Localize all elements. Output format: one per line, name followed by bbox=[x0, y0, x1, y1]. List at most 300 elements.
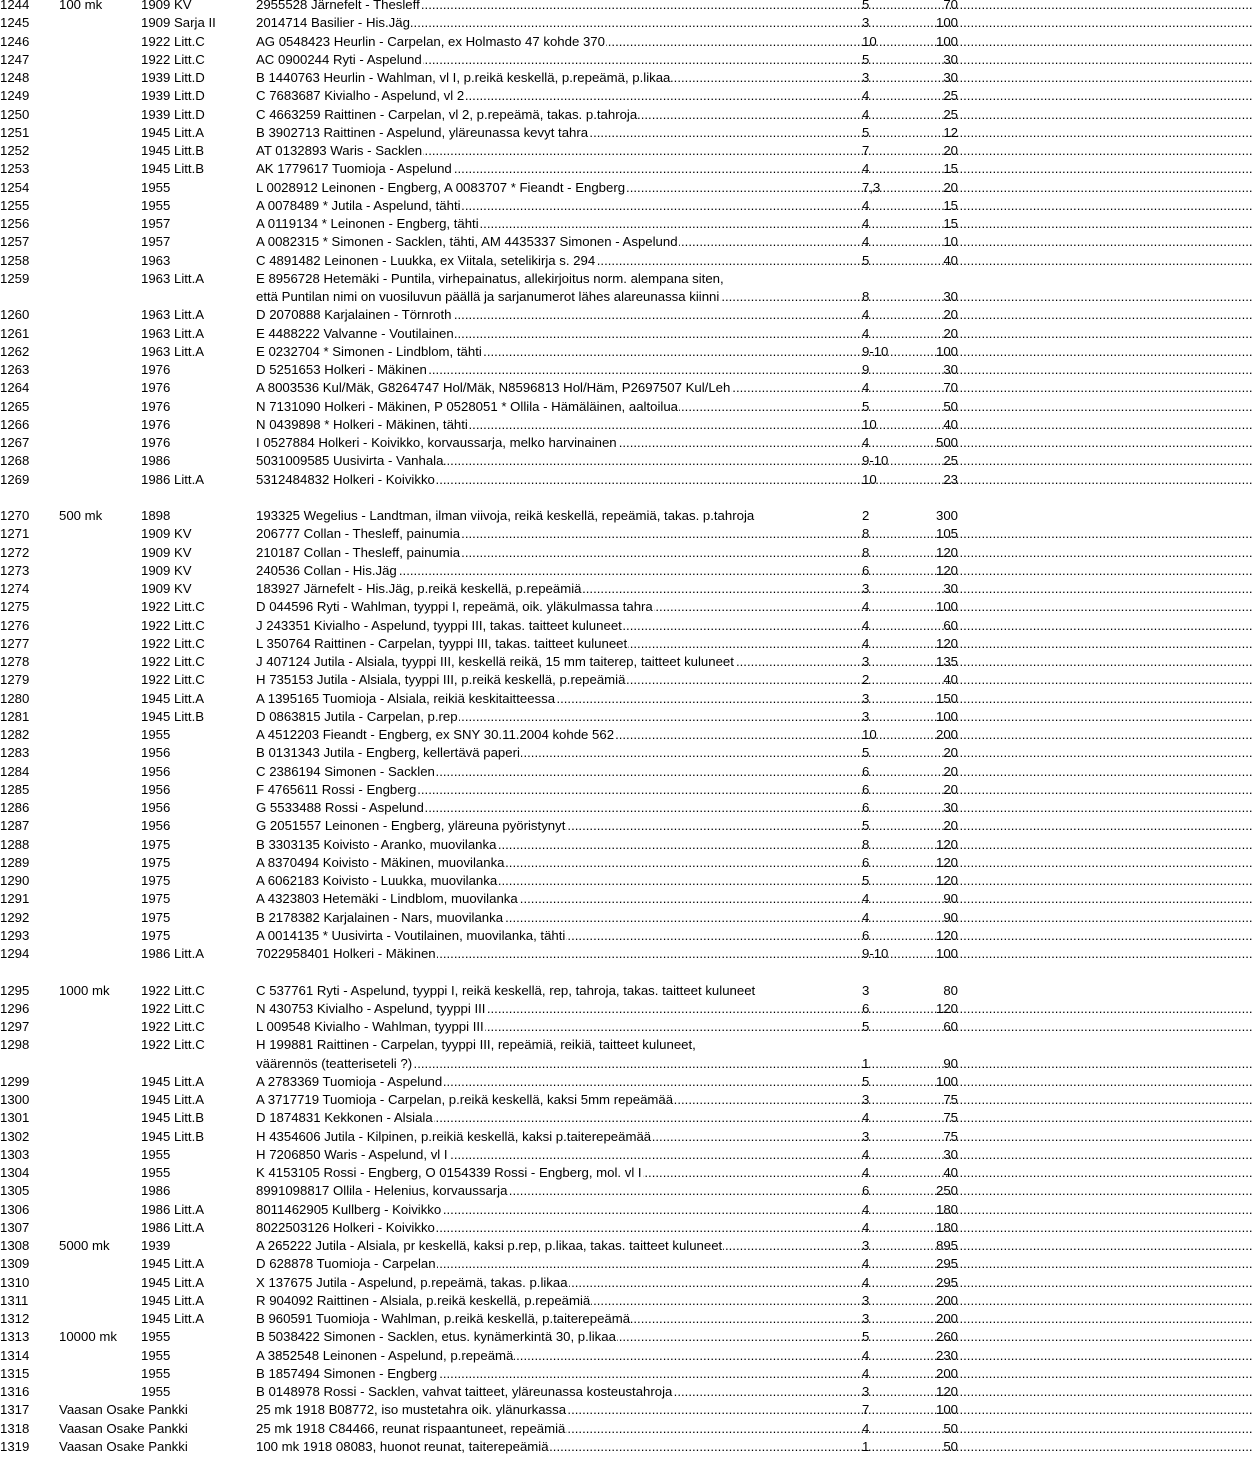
condition-grade: 4 bbox=[862, 1256, 870, 1272]
condition-grade: 3 bbox=[862, 708, 870, 724]
year-series: 1976 bbox=[141, 416, 171, 432]
lot-description-text: G 2051557 Leinonen - Engberg, yläreuna pyöristynyt bbox=[256, 818, 566, 834]
starting-price: 100 bbox=[935, 15, 958, 31]
starting-price: 50 bbox=[943, 1438, 958, 1454]
year-series: 1898 bbox=[141, 508, 171, 523]
year-series: 1922 Litt.C bbox=[141, 51, 205, 67]
year-series: 1975 bbox=[141, 927, 171, 943]
condition-grade: 3 bbox=[862, 654, 870, 669]
lot-description-text: A 2783369 Tuomioja - Aspelund bbox=[256, 1073, 443, 1089]
lot-number: 1306 bbox=[0, 1201, 30, 1217]
lot-description-text: 206777 Collan - Thesleff, painumia bbox=[256, 526, 461, 542]
lot-description-text: 193325 Wegelius - Landtman, ilman viivoja, reikä keskellä, repeämiä, takas. p.tahroja bbox=[256, 508, 755, 523]
lot-row bbox=[0, 562, 960, 580]
lot-description bbox=[256, 1347, 862, 1365]
lot-row bbox=[0, 106, 960, 124]
lot-number: 1303 bbox=[0, 1146, 30, 1162]
condition-grade: 4 bbox=[862, 325, 870, 341]
denomination: 100 mk bbox=[59, 0, 103, 12]
denomination: 10000 mk bbox=[59, 1329, 117, 1345]
condition-grade: 4 bbox=[862, 891, 870, 907]
starting-price: 295 bbox=[935, 1256, 958, 1272]
lot-row bbox=[0, 982, 960, 1000]
lot-description bbox=[256, 1328, 862, 1346]
lot-number: 1270 bbox=[0, 508, 30, 523]
year-series: 1956 bbox=[141, 800, 171, 815]
lot-row bbox=[0, 1328, 960, 1346]
starting-price: 20 bbox=[943, 818, 958, 834]
lot-description-text: B 1857494 Simonen - Engberg bbox=[256, 1365, 438, 1381]
year-series: 1955 bbox=[141, 197, 171, 213]
lot-row bbox=[0, 51, 960, 69]
starting-price: 60 bbox=[943, 617, 958, 633]
lot-number: 1317 bbox=[0, 1402, 30, 1418]
lot-description-text: 100 mk 1918 08083, huonot reunat, taiterepeämiä bbox=[256, 1438, 549, 1454]
lot-description bbox=[256, 1255, 862, 1273]
starting-price: 90 bbox=[943, 1055, 958, 1071]
lot-description-text: E 0232704 * Simonen - Lindblom, tähti bbox=[256, 343, 482, 359]
lot-description bbox=[256, 525, 862, 543]
year-series: 1945 Litt.A bbox=[141, 1311, 205, 1326]
starting-price: 135 bbox=[935, 654, 958, 669]
lot-description-text: B 0148978 Rossi - Sacklen, vahvat taitteet, yläreunassa kosteustahroja bbox=[256, 1384, 673, 1399]
lot-row bbox=[0, 1182, 960, 1200]
starting-price: 100 bbox=[935, 599, 958, 615]
lot-description bbox=[256, 836, 862, 854]
lot-description-text: 8022503126 Holkeri - Koivikko bbox=[256, 1219, 435, 1235]
starting-price: 100 bbox=[935, 946, 958, 961]
starting-price: 23 bbox=[943, 471, 958, 487]
year-series: 1957 bbox=[141, 234, 171, 250]
lot-description bbox=[256, 124, 862, 142]
condition-grade: 4 bbox=[862, 1165, 870, 1180]
lot-description bbox=[256, 471, 862, 489]
lot-description-text: A 8003536 Kul/Mäk, G8264747 Hol/Mäk, N8596813 Hol/Häm, P2697507 Kul/Leh bbox=[256, 380, 731, 396]
lot-number: 1264 bbox=[0, 380, 30, 396]
lot-description-text: H 735153 Jutila - Alsiala, tyyppi III, p.reikä keskellä, p.repeämiä bbox=[256, 672, 626, 688]
year-series: 1955 bbox=[141, 1384, 171, 1399]
condition-grade: 6 bbox=[862, 927, 870, 943]
condition-grade: 6 bbox=[862, 1000, 870, 1016]
lot-number: 1301 bbox=[0, 1110, 30, 1126]
lot-number: 1314 bbox=[0, 1347, 30, 1363]
lot-row bbox=[0, 945, 960, 963]
starting-price: 200 bbox=[935, 1311, 958, 1326]
year-series: 1956 bbox=[141, 818, 171, 834]
starting-price: 120 bbox=[935, 544, 958, 560]
starting-price: 70 bbox=[943, 380, 958, 396]
lot-number: 1286 bbox=[0, 800, 30, 815]
starting-price: 30 bbox=[943, 362, 958, 377]
lot-row bbox=[0, 270, 960, 288]
lot-row bbox=[0, 233, 960, 251]
lot-number: 1277 bbox=[0, 635, 30, 651]
condition-grade: 5 bbox=[862, 0, 870, 12]
lot-description bbox=[256, 927, 862, 945]
year-series: 1945 Litt.A bbox=[141, 1274, 205, 1290]
lot-description-text: 2955528 Järnefelt - Thesleff bbox=[256, 0, 421, 12]
lot-number: 1313 bbox=[0, 1329, 30, 1345]
year-series: 1909 Sarja II bbox=[141, 15, 216, 31]
lot-description bbox=[256, 1420, 862, 1438]
lot-description bbox=[256, 708, 862, 726]
year-series: 1945 Litt.A bbox=[141, 1092, 205, 1107]
year-series: 1955 bbox=[141, 727, 171, 742]
year-series: 1976 bbox=[141, 435, 171, 450]
starting-price: 230 bbox=[935, 1347, 958, 1363]
lot-description-text: 240536 Collan - His.Jäg bbox=[256, 562, 397, 578]
lot-description-text: AG 0548423 Heurlin - Carpelan, ex Holmasto 47 kohde 370 bbox=[256, 33, 605, 49]
year-series: 1945 Litt.A bbox=[141, 690, 205, 706]
starting-price: 25 bbox=[943, 453, 958, 469]
lot-number: 1252 bbox=[0, 143, 30, 158]
condition-grade: 4 bbox=[862, 161, 870, 177]
lot-row bbox=[0, 1219, 960, 1237]
lot-description-text: A 1395165 Tuomioja - Alsiala, reikiä keskitaitteessa bbox=[256, 690, 556, 706]
lot-description bbox=[256, 1310, 862, 1328]
lot-description-text: J 243351 Kivialho - Aspelund, tyyppi III, takas. taitteet kuluneet bbox=[256, 617, 622, 633]
lot-number: 1261 bbox=[0, 325, 30, 341]
lot-description-text: D 0863815 Jutila - Carpelan, p.rep bbox=[256, 708, 458, 724]
lot-number: 1290 bbox=[0, 873, 30, 888]
starting-price: 15 bbox=[943, 216, 958, 231]
year-series: 1922 Litt.C bbox=[141, 1037, 205, 1053]
lot-number: 1250 bbox=[0, 106, 30, 122]
condition-grade: 4 bbox=[862, 1146, 870, 1162]
condition-grade: 4 bbox=[862, 617, 870, 633]
starting-price: 15 bbox=[943, 197, 958, 213]
condition-grade: 3 bbox=[862, 982, 870, 998]
lot-row bbox=[0, 179, 960, 197]
lot-row bbox=[0, 872, 960, 890]
lot-number: 1297 bbox=[0, 1019, 30, 1034]
lot-description-text: I 0527884 Holkeri - Koivikko, korvaussarja, melko harvinainen bbox=[256, 435, 617, 450]
condition-grade: 5 bbox=[862, 252, 870, 268]
lot-number: 1318 bbox=[0, 1420, 30, 1436]
lot-number: 1284 bbox=[0, 763, 30, 779]
lot-number: 1256 bbox=[0, 216, 30, 231]
year-series: 1986 Litt.A bbox=[141, 946, 205, 961]
denomination: 5000 mk bbox=[59, 1238, 110, 1253]
condition-grade: 5 bbox=[862, 124, 870, 140]
condition-grade: 3 bbox=[862, 1311, 870, 1326]
condition-grade: 5 bbox=[862, 818, 870, 834]
lot-number: 1262 bbox=[0, 343, 30, 359]
lot-description-text: 25 mk 1918 C84466, reunat rispaantuneet, repeämiä bbox=[256, 1420, 566, 1436]
starting-price: 300 bbox=[935, 508, 958, 523]
lot-row bbox=[0, 1000, 960, 1018]
condition-grade: 6 bbox=[862, 854, 870, 870]
condition-grade: 7 bbox=[862, 1402, 870, 1418]
starting-price: 895 bbox=[935, 1238, 958, 1253]
condition-grade: 4 bbox=[862, 216, 870, 231]
lot-row bbox=[0, 854, 960, 872]
lot-row bbox=[0, 252, 960, 270]
starting-price: 75 bbox=[943, 1092, 958, 1107]
lot-description bbox=[256, 1182, 862, 1200]
condition-grade: 3 bbox=[862, 1092, 870, 1107]
starting-price: 120 bbox=[935, 873, 958, 888]
year-series: 1976 bbox=[141, 398, 171, 414]
year-series: 1986 Litt.A bbox=[141, 1201, 205, 1217]
lot-description bbox=[256, 1401, 862, 1419]
lot-number: 1255 bbox=[0, 197, 30, 213]
lot-description bbox=[256, 160, 862, 178]
lot-number: 1267 bbox=[0, 435, 30, 450]
lot-number: 1269 bbox=[0, 471, 30, 487]
year-series: 1957 bbox=[141, 216, 171, 231]
lot-number: 1304 bbox=[0, 1165, 30, 1180]
lot-description-text: 210187 Collan - Thesleff, painumia bbox=[256, 544, 461, 560]
lot-description-text: AK 1779617 Tuomioja - Aspelund bbox=[256, 161, 452, 177]
lot-row bbox=[0, 836, 960, 854]
starting-price: 20 bbox=[943, 307, 958, 323]
condition-grade: 10 bbox=[862, 416, 877, 432]
lot-row bbox=[0, 1109, 960, 1127]
lot-number: 1300 bbox=[0, 1092, 30, 1107]
lot-description-text: R 904092 Raittinen - Alsiala, p.reikä keskellä, p.repeämiä bbox=[256, 1292, 591, 1308]
lot-description-text: D 2070888 Karjalainen - Törnroth bbox=[256, 307, 452, 323]
lot-number: 1299 bbox=[0, 1073, 30, 1089]
lot-number: 1296 bbox=[0, 1000, 30, 1016]
lot-row bbox=[0, 544, 960, 562]
year-series: 1945 Litt.A bbox=[141, 124, 205, 140]
lot-description-text: D 044596 Ryti - Wahlman, tyyppi I, repeämä, oik. yläkulmassa tahra bbox=[256, 599, 653, 615]
condition-grade: 9-10 bbox=[862, 946, 889, 961]
condition-grade: 3 bbox=[862, 1384, 870, 1399]
lot-row bbox=[0, 1036, 960, 1054]
year-series: 1922 Litt.C bbox=[141, 654, 205, 669]
year-series: 1955 bbox=[141, 1347, 171, 1363]
starting-price: 105 bbox=[935, 526, 958, 542]
lot-description-text: B 5038422 Simonen - Sacklen, etus. kynämerkintä 30, p.likaa bbox=[256, 1329, 616, 1345]
year-series: 1909 KV bbox=[141, 526, 192, 542]
lot-number: 1245 bbox=[0, 15, 30, 31]
year-series: 1945 Litt.A bbox=[141, 1256, 205, 1272]
lot-row bbox=[0, 1091, 960, 1109]
lot-description-text: 8991098817 Ollila - Helenius, korvaussarja bbox=[256, 1183, 508, 1199]
lot-description bbox=[256, 1055, 862, 1073]
lot-description bbox=[256, 1036, 862, 1054]
year-series: 1986 bbox=[141, 1183, 171, 1199]
condition-grade: 3 bbox=[862, 1238, 870, 1253]
starting-price: 20 bbox=[943, 745, 958, 761]
starting-price: 100 bbox=[935, 1073, 958, 1089]
lot-description-text: H 7206850 Waris - Aspelund, vl I bbox=[256, 1146, 448, 1162]
lot-number: 1307 bbox=[0, 1219, 30, 1235]
lot-description-text: D 628878 Tuomioja - Carpelan bbox=[256, 1256, 436, 1272]
starting-price: 180 bbox=[935, 1219, 958, 1235]
starting-price: 60 bbox=[943, 1019, 958, 1034]
condition-grade: 9 bbox=[862, 362, 870, 377]
year-series: 1963 Litt.A bbox=[141, 307, 205, 323]
lot-description bbox=[256, 306, 862, 324]
lot-description-text: N 0439898 * Holkeri - Mäkinen, tähti bbox=[256, 416, 468, 432]
lot-description bbox=[256, 872, 862, 890]
lot-description bbox=[256, 1274, 862, 1292]
lot-description bbox=[256, 726, 862, 744]
condition-grade: 8 bbox=[862, 836, 870, 852]
condition-grade: 4 bbox=[862, 307, 870, 323]
lot-row bbox=[0, 708, 960, 726]
year-series: 1939 Litt.D bbox=[141, 106, 205, 122]
starting-price: 50 bbox=[943, 1420, 958, 1436]
year-series: 1945 Litt.A bbox=[141, 1292, 205, 1308]
starting-price: 100 bbox=[935, 343, 958, 359]
lot-row bbox=[0, 33, 960, 51]
lot-description bbox=[256, 763, 862, 781]
lot-description-text: AC 0900244 Ryti - Aspelund bbox=[256, 51, 422, 67]
condition-grade: 6 bbox=[862, 1183, 870, 1199]
lot-number: 1244 bbox=[0, 0, 30, 12]
condition-grade: 5 bbox=[862, 745, 870, 761]
lot-number: 1293 bbox=[0, 927, 30, 943]
starting-price: 120 bbox=[935, 562, 958, 578]
lot-description bbox=[256, 51, 862, 69]
condition-grade: 6 bbox=[862, 800, 870, 815]
starting-price: 150 bbox=[935, 690, 958, 706]
year-series: 1986 bbox=[141, 453, 171, 469]
lot-row bbox=[0, 398, 960, 416]
lot-description-text: L 0028912 Leinonen - Engberg, A 0083707 * Fieandt - Engberg bbox=[256, 179, 626, 195]
denomination: 500 mk bbox=[59, 508, 103, 523]
condition-grade: 4 bbox=[862, 599, 870, 615]
lot-number: 1280 bbox=[0, 690, 30, 706]
condition-grade: 4 bbox=[862, 1347, 870, 1363]
lot-description bbox=[256, 197, 862, 215]
lot-description bbox=[256, 909, 862, 927]
lot-number: 1271 bbox=[0, 526, 30, 542]
starting-price: 12 bbox=[943, 124, 958, 140]
lot-description bbox=[256, 33, 862, 51]
lot-number: 1316 bbox=[0, 1384, 30, 1399]
condition-grade: 9-10 bbox=[862, 343, 889, 359]
year-series: 1939 Litt.D bbox=[141, 88, 205, 104]
condition-grade: 10 bbox=[862, 33, 877, 49]
year-series: 1955 bbox=[141, 179, 171, 195]
year-series: 1963 Litt.A bbox=[141, 343, 205, 359]
condition-grade: 4 bbox=[862, 435, 870, 450]
starting-price: 30 bbox=[943, 51, 958, 67]
lot-description bbox=[256, 1091, 862, 1109]
lot-number: 1319 bbox=[0, 1438, 30, 1454]
lot-row bbox=[0, 580, 960, 598]
lot-row bbox=[0, 142, 960, 160]
lot-description bbox=[256, 252, 862, 270]
lot-number: 1248 bbox=[0, 70, 30, 85]
lot-row bbox=[0, 1128, 960, 1146]
condition-grade: 10 bbox=[862, 727, 877, 742]
lot-number: 1257 bbox=[0, 234, 30, 250]
lot-description-text: X 137675 Jutila - Aspelund, p.repeämä, takas. p.likaa bbox=[256, 1274, 568, 1290]
denomination: 1000 mk bbox=[59, 982, 110, 998]
lot-description bbox=[256, 580, 862, 598]
year-series: 1945 Litt.B bbox=[141, 1110, 205, 1126]
year-series: 1922 Litt.C bbox=[141, 672, 205, 688]
starting-price: 120 bbox=[935, 1384, 958, 1399]
lot-row bbox=[0, 434, 960, 452]
lot-row bbox=[0, 744, 960, 762]
year-series: 1955 bbox=[141, 1165, 171, 1180]
lot-row bbox=[0, 452, 960, 470]
lot-description bbox=[256, 562, 862, 580]
lot-row bbox=[0, 890, 960, 908]
year-series: 1909 KV bbox=[141, 581, 192, 596]
lot-number: 1312 bbox=[0, 1311, 30, 1326]
starting-price: 20 bbox=[943, 781, 958, 797]
year-series: 1963 Litt.A bbox=[141, 325, 205, 341]
condition-grade: 9-10 bbox=[862, 453, 889, 469]
condition-grade: 2 bbox=[862, 508, 870, 523]
lot-description bbox=[256, 1073, 862, 1091]
lot-row bbox=[0, 525, 960, 543]
lot-description-text: B 1440763 Heurlin - Wahlman, vl I, p.reikä keskellä, p.repeämä, p.likaa bbox=[256, 70, 671, 85]
lot-description bbox=[256, 635, 862, 653]
lot-row bbox=[0, 799, 960, 817]
lot-description-text: L 350764 Raittinen - Carpelan, tyyppi III, takas. taitteet kuluneet bbox=[256, 635, 628, 651]
year-series: 1976 bbox=[141, 362, 171, 377]
lot-description bbox=[256, 982, 862, 1000]
starting-price: 295 bbox=[935, 1274, 958, 1290]
lot-description bbox=[256, 1219, 862, 1237]
lot-row bbox=[0, 653, 960, 671]
starting-price: 20 bbox=[943, 143, 958, 158]
year-series: 1939 Litt.D bbox=[141, 70, 205, 85]
lot-row bbox=[0, 1401, 960, 1419]
condition-grade: 3 bbox=[862, 581, 870, 596]
lot-description-text: B 3303135 Koivisto - Aranko, muovilanka bbox=[256, 836, 497, 852]
lot-number: 1251 bbox=[0, 124, 30, 140]
starting-price: 20 bbox=[943, 179, 958, 195]
lot-description-text: väärennös (teatteriseteli ?) bbox=[256, 1055, 413, 1071]
lot-row bbox=[0, 817, 960, 835]
starting-price: 120 bbox=[935, 1000, 958, 1016]
condition-grade: 5 bbox=[862, 398, 870, 414]
condition-grade: 7 bbox=[862, 143, 870, 158]
lot-description bbox=[256, 106, 862, 124]
lot-description bbox=[256, 817, 862, 835]
lot-description bbox=[256, 1438, 862, 1456]
starting-price: 75 bbox=[943, 1128, 958, 1144]
lot-number: 1259 bbox=[0, 270, 30, 286]
lot-row bbox=[0, 1292, 960, 1310]
lot-number: 1272 bbox=[0, 544, 30, 560]
lot-description-text: A 0078489 * Jutila - Aspelund, tähti bbox=[256, 197, 461, 213]
lot-description-text: C 7683687 Kivialho - Aspelund, vl 2 bbox=[256, 88, 465, 104]
lot-description-text: N 7131090 Holkeri - Mäkinen, P 0528051 * Ollila - Hämäläinen, aaltoilua bbox=[256, 398, 678, 414]
lot-description-text: AT 0132893 Waris - Sacklen bbox=[256, 143, 423, 158]
lot-description-text: A 3852548 Leinonen - Aspelund, p.repeämä bbox=[256, 1347, 514, 1363]
lot-description bbox=[256, 325, 862, 343]
lot-row bbox=[0, 197, 960, 215]
lot-description-text: D 5251653 Holkeri - Mäkinen bbox=[256, 362, 427, 377]
condition-grade: 4 bbox=[862, 197, 870, 213]
year-series: 1955 bbox=[141, 1146, 171, 1162]
lot-description-text: A 0014135 * Uusivirta - Voutilainen, muovilanka, tähti bbox=[256, 927, 566, 943]
starting-price: 30 bbox=[943, 70, 958, 85]
starting-price: 70 bbox=[943, 0, 958, 12]
lot-description-text: A 8370494 Koivisto - Mäkinen, muovilanka bbox=[256, 854, 505, 870]
starting-price: 75 bbox=[943, 1110, 958, 1126]
lot-row bbox=[0, 1055, 960, 1073]
year-series: 1909 KV bbox=[141, 544, 192, 560]
lot-description bbox=[256, 781, 862, 799]
lot-row bbox=[0, 1201, 960, 1219]
condition-grade: 1 bbox=[862, 1055, 870, 1071]
lot-row bbox=[0, 671, 960, 689]
starting-price: 20 bbox=[943, 763, 958, 779]
lot-description bbox=[256, 87, 862, 105]
